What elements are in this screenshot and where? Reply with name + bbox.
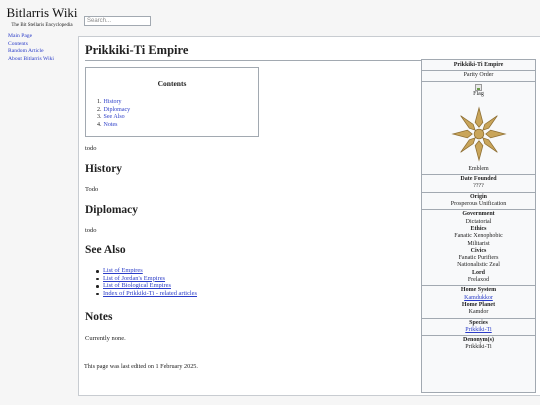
- toc-item: [97, 114, 130, 122]
- section-heading-history: History: [85, 163, 123, 175]
- civics-value: Nationalistic Zeal: [457, 262, 500, 269]
- government-label: Government: [462, 211, 495, 218]
- divider: [422, 318, 535, 319]
- toc-number: 1.: [97, 99, 102, 105]
- infobox-subtitle: Parity Order: [463, 72, 494, 79]
- home-planet-label: Home Planet: [461, 301, 496, 308]
- species-link[interactable]: Prikkiki-Ti: [465, 326, 492, 333]
- emblem-caption: Emblem: [468, 165, 489, 172]
- ethics-value: Militarist: [467, 240, 490, 247]
- flag-caption: Flag: [473, 90, 484, 97]
- sidebar-item-about[interactable]: About Bitlarris Wiki: [8, 55, 54, 62]
- search-input[interactable]: Search...: [84, 16, 151, 26]
- list-item: [95, 275, 197, 283]
- species-label: Species: [469, 319, 488, 326]
- infobox: [421, 59, 536, 393]
- notes-text: Currently none.: [85, 335, 126, 342]
- section-heading-diplomacy: Diplomacy: [85, 204, 139, 216]
- history-text: Todo: [85, 186, 99, 193]
- date-founded-value: ????: [473, 183, 484, 190]
- divider: [422, 335, 535, 336]
- toc-link-notes[interactable]: Notes: [103, 121, 118, 128]
- link-list-of-jordans-empires[interactable]: List of Jordan's Empires: [103, 274, 166, 282]
- last-edited-text: This page was last edited on 1 February 2025.: [84, 363, 198, 370]
- table-of-contents: [85, 67, 259, 137]
- list-item: [95, 282, 197, 290]
- site-subtitle: The Bit Stellaris Encyclopedia: [11, 23, 73, 28]
- home-system-link[interactable]: Kamdukkor: [464, 294, 493, 301]
- toc-number: 4.: [97, 121, 102, 128]
- site-logo[interactable]: [0, 6, 84, 29]
- lord-label: Lord: [471, 269, 485, 276]
- lord-value: Frelaxod: [467, 277, 490, 284]
- sidebar-item-random-article[interactable]: Random Article: [8, 48, 44, 54]
- divider: [422, 174, 535, 175]
- toc-item: [97, 107, 130, 115]
- section-heading-see-also: See Also: [85, 244, 126, 256]
- list-item: [95, 267, 197, 275]
- divider: [422, 192, 535, 193]
- see-also-list: [95, 267, 197, 297]
- toc-title: Contents: [157, 79, 187, 88]
- toc-item: [97, 122, 130, 130]
- link-list-of-biological-empires[interactable]: List of Biological Empires: [103, 282, 171, 289]
- home-system-label: Home System: [460, 287, 497, 294]
- link-list-of-empires[interactable]: List of Empires: [103, 267, 143, 274]
- flag-image: [475, 84, 482, 91]
- toc-link-diplomacy[interactable]: Diplomacy: [103, 106, 131, 113]
- origin-value: Prosperous Unification: [450, 201, 507, 208]
- civics-value: Fanatic Purifiers: [458, 255, 499, 262]
- divider: [422, 81, 535, 82]
- date-founded-label: Date Founded: [460, 176, 497, 183]
- toc-link-see-also[interactable]: See Also: [103, 114, 125, 120]
- toc-number: 3.: [97, 114, 102, 120]
- government-value: Dictatorial: [465, 218, 492, 225]
- site-title: Bitlarris Wiki: [6, 5, 78, 20]
- origin-label: Origin: [469, 193, 487, 200]
- demonym-value: Prikkiki-Ti: [465, 344, 492, 351]
- toc-link-history[interactable]: History: [103, 99, 122, 105]
- infobox-title: Prikkiki-Ti Empire: [453, 62, 504, 68]
- divider: [422, 209, 535, 210]
- link-index-prikkiki-ti[interactable]: Index of Prikkiki-Ti - related articles: [103, 289, 198, 297]
- demonym-label: Denonym(s): [463, 337, 494, 344]
- divider: [422, 70, 535, 71]
- page-title: Prikkiki-Ti Empire: [85, 43, 535, 61]
- civics-label: Civics: [470, 247, 487, 254]
- toc-number: 2.: [97, 106, 102, 113]
- sidebar-item-main-page[interactable]: Main Page: [8, 33, 33, 39]
- sidebar-item-contents[interactable]: Contents: [8, 40, 28, 47]
- section-heading-notes: Notes: [85, 311, 113, 323]
- diplomacy-text: todo: [85, 227, 97, 234]
- home-planet-value: Kamdor: [468, 309, 489, 316]
- divider: [422, 285, 535, 286]
- list-item: [95, 290, 197, 298]
- sidebar: [8, 33, 82, 63]
- ethics-value: Fanatic Xenophobic: [454, 233, 503, 240]
- emblem-icon: [450, 104, 508, 164]
- toc-item: [97, 99, 130, 107]
- intro-text: todo: [85, 145, 97, 152]
- ethics-label: Ethics: [470, 225, 487, 232]
